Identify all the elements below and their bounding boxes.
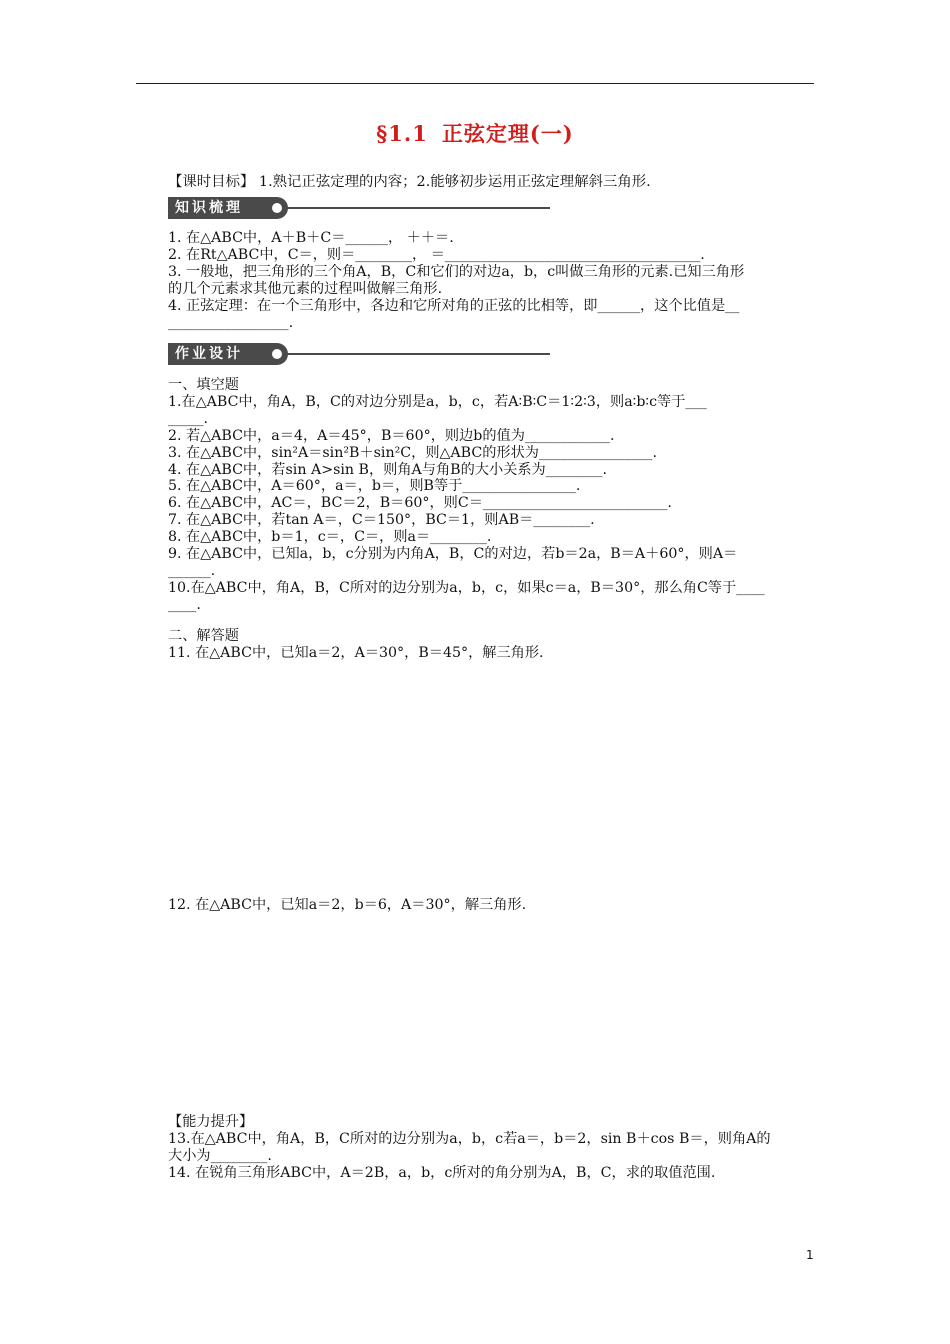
fill-in-section xyxy=(168,377,816,614)
knowledge-list xyxy=(168,230,816,331)
page-title xyxy=(0,118,950,148)
question-line: 12. 在△ABC中，已知a＝2，b＝6，A＝30°，解三角形. xyxy=(168,897,527,913)
question-line: 14. 在锐角三角形ABC中，A＝2B，a，b，c所对的角分别为A，B，C，求的取值范围. xyxy=(168,1164,716,1181)
section-heading: 二、解答题 xyxy=(168,628,239,644)
question-line: 8. 在△ABC中，b＝1，c＝，C＝，则a＝________. xyxy=(168,529,492,546)
solve-section xyxy=(168,628,816,662)
knowledge-line: 的几个元素求其他元素的过程叫做解三角形. xyxy=(168,280,443,297)
question-line: 5. 在△ABC中，A＝60°，a＝，b＝，则B等于________________. xyxy=(168,478,581,495)
question-line: 2. 若△ABC中，a＝4，A＝45°，B＝60°，则边b的值为____________. xyxy=(168,427,615,444)
question-line: ____. xyxy=(168,596,201,613)
ability-section xyxy=(168,1114,816,1182)
banner-divider xyxy=(286,207,550,209)
lesson-objective: 【课时目标】 1.熟记正弦定理的内容；2.能够初步运用正弦定理解斜三角形. xyxy=(168,174,651,190)
question-12 xyxy=(168,897,816,914)
question-line: ______. xyxy=(168,562,216,579)
page-number: 1 xyxy=(806,1248,814,1262)
knowledge-line: 1. 在△ABC中，A＋B＋C＝______， ＋＋＝. xyxy=(168,230,454,246)
knowledge-line: _________________. xyxy=(168,314,294,331)
header-rule xyxy=(136,83,814,84)
question-line: 11. 在△ABC中，已知a＝2，A＝30°，B＝45°，解三角形. xyxy=(168,644,544,661)
knowledge-line: 2. 在Rt△ABC中，C＝，则＝________， ＝____________________________________. xyxy=(168,246,705,263)
question-line: 9. 在△ABC中，已知a，b，c分别为内角A，B，C的对边，若b＝2a，B＝A＋60°，则A＝ xyxy=(168,546,738,563)
question-line: 10.在△ABC中，角A，B，C所对的边分别为a，b，c，如果c＝a，B＝30°，那么角C等于____ xyxy=(168,579,765,596)
bullet-dot-icon xyxy=(272,349,282,359)
knowledge-line: 3. 一般地，把三角形的三个角A，B，C和它们的对边a，b，c叫做三角形的元素.已知三角形 xyxy=(168,263,745,280)
knowledge-line: 4. 正弦定理：在一个三角形中，各边和它所对角的正弦的比相等，即______，这个比值是__ xyxy=(168,297,740,314)
section-number: §1.1 xyxy=(376,121,428,146)
knowledge-banner-label: 知识梳理 xyxy=(168,197,288,219)
homework-banner-label: 作业设计 xyxy=(168,343,288,365)
question-line: 4. 在△ABC中，若sin A>sin B，则角A与角B的大小关系为________. xyxy=(168,461,607,478)
question-line: 6. 在△ABC中，AC＝，BC＝2，B＝60°，则C＝__________________________. xyxy=(168,495,672,512)
question-line: 3. 在△ABC中，sin²A＝sin²B＋sin²C，则△ABC的形状为________________. xyxy=(168,444,657,461)
question-line: 1.在△ABC中，角A，B，C的对边分别是a，b，c，若A∶B∶C＝1∶2∶3，则a∶b∶c等于___ xyxy=(168,393,707,410)
question-line: _____. xyxy=(168,410,208,427)
banner-divider xyxy=(286,353,550,355)
bullet-dot-icon xyxy=(272,203,282,213)
section-heading: 一、填空题 xyxy=(168,377,239,393)
question-line: 7. 在△ABC中，若tan A＝，C＝150°，BC＝1，则AB＝________. xyxy=(168,512,595,529)
question-line: 13.在△ABC中，角A，B，C所对的边分别为a，b，c若a＝，b＝2，sin B＋cos B＝，则角A的 xyxy=(168,1130,771,1147)
question-line: 大小为________. xyxy=(168,1147,272,1164)
section-heading: 【能力提升】 xyxy=(168,1114,254,1130)
section-name: 正弦定理(一) xyxy=(441,121,574,146)
